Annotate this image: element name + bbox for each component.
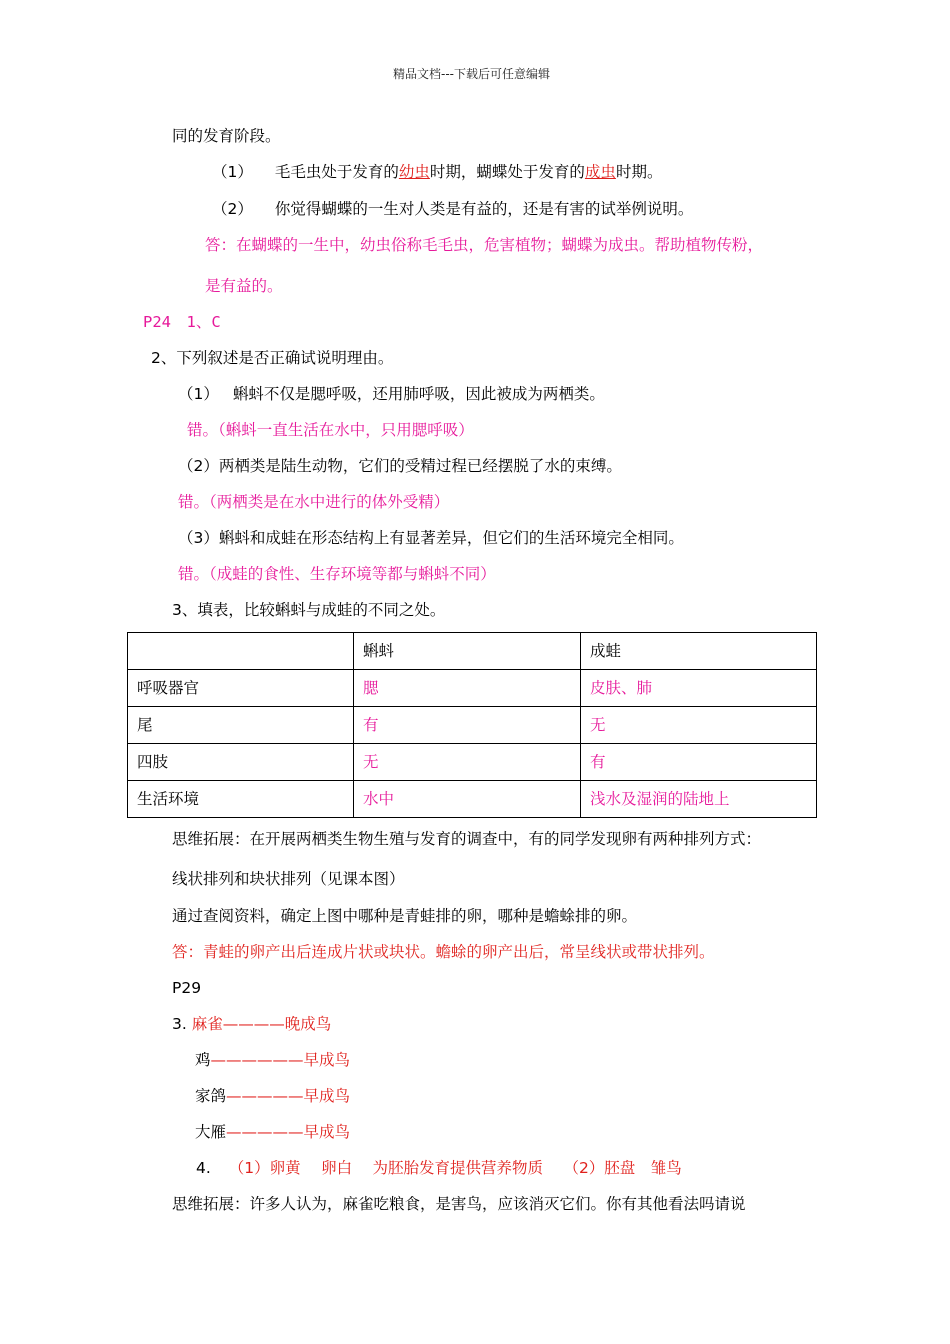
table-cell: 腮	[354, 670, 581, 707]
table-row	[128, 744, 817, 781]
answer-line: 答：在蝴蝶的一生中，幼虫俗称毛毛虫，危害植物；蝴蝶为成虫。帮助植物传粉，	[205, 236, 764, 254]
bird-name: 大雁	[195, 1123, 227, 1141]
bird-row	[195, 1050, 350, 1070]
connector-line: —————	[226, 1123, 304, 1141]
statement-1	[178, 384, 605, 404]
page-reference: P29	[172, 979, 202, 997]
bird-type: 早成鸟	[303, 1087, 351, 1105]
table-header-row	[128, 633, 817, 670]
table-row	[128, 707, 817, 744]
question-number: （1）	[212, 163, 253, 181]
page-reference: P24 1、C	[143, 313, 221, 331]
bird-name: 麻雀	[191, 1015, 223, 1033]
table-cell: 尾	[128, 707, 354, 744]
bird-type: 早成鸟	[303, 1123, 351, 1141]
statement-answer: 错。（成蛙的食性、生存环境等都与蝌蚪不同）	[178, 565, 496, 583]
table-row	[128, 781, 817, 818]
page-header: 精品文档---下载后可任意编辑	[393, 67, 550, 81]
question-text: 时期，蝴蝶处于发育的	[429, 163, 585, 181]
statement-text: 蝌蚪不仅是腮呼吸，还用肺呼吸，因此被成为两栖类。	[232, 385, 605, 403]
bird-name: 鸡	[195, 1051, 211, 1069]
answer-line: 答：青蛙的卵产出后连成片状或块状。蟾蜍的卵产出后，常呈线状或带状排列。	[172, 943, 715, 961]
table-row	[128, 670, 817, 707]
table-header-cell: 成蛙	[581, 633, 817, 670]
question-1	[212, 162, 662, 182]
question-2	[212, 199, 693, 219]
connector-line: ——————	[210, 1051, 304, 1069]
comparison-table	[127, 632, 817, 818]
text-line: 线状排列和块状排列（见课本图）	[172, 870, 405, 888]
bird-type: 晚成鸟	[284, 1015, 332, 1033]
thinking-extension: 思维拓展：在开展两栖类生物生殖与发育的调查中，有的同学发现卵有两种排列方式：	[172, 830, 762, 848]
table-cell: 有	[581, 744, 817, 781]
answer-blank: 成虫	[584, 163, 616, 181]
statement-answer: 错。（两栖类是在水中进行的体外受精）	[178, 493, 450, 511]
bird-row	[195, 1122, 350, 1142]
answer-line: 是有益的。	[205, 277, 283, 295]
question-number: （2）	[212, 200, 253, 218]
question-text: 毛毛虫处于发育的	[274, 163, 399, 181]
answer-line: （1）卵黄 卵白 为胚胎发育提供营养物质 （2）胚盘 雏鸟	[228, 1159, 682, 1177]
table-cell: 无	[354, 744, 581, 781]
item-title: 3、填表，比较蝌蚪与成蛙的不同之处。	[172, 601, 446, 619]
table-header-cell: 蝌蚪	[354, 633, 581, 670]
bird-name: 家鸽	[195, 1087, 227, 1105]
table-cell: 四肢	[128, 744, 354, 781]
statement-3: （3）蝌蚪和成蛙在形态结构上有显著差异，但它们的生活环境完全相同。	[178, 529, 684, 547]
item-title: 2、下列叙述是否正确试说明理由。	[151, 349, 394, 367]
item-number: 3.	[172, 1015, 187, 1033]
table-cell: 皮肤、肺	[581, 670, 817, 707]
table-cell: 生活环境	[128, 781, 354, 818]
text-line: 通过查阅资料，确定上图中哪种是青蛙排的卵，哪种是蟾蜍排的卵。	[172, 907, 638, 925]
question-4	[196, 1158, 682, 1178]
table-cell: 有	[354, 707, 581, 744]
statement-number: （1）	[178, 385, 219, 403]
statement-answer: 错。（蝌蚪一直生活在水中，只用腮呼吸）	[187, 421, 474, 439]
thinking-extension: 思维拓展：许多人认为，麻雀吃粮食，是害鸟，应该消灭它们。你有其他看法吗请说	[172, 1195, 746, 1213]
table-header-cell	[128, 633, 354, 670]
table-cell: 水中	[354, 781, 581, 818]
connector-line: —————	[226, 1087, 304, 1105]
table-cell: 无	[581, 707, 817, 744]
bird-type: 早成鸟	[303, 1051, 351, 1069]
question-text: 你觉得蝴蝶的一生对人类是有益的，还是有害的试举例说明。	[274, 200, 694, 218]
bird-row	[172, 1014, 331, 1034]
bird-row	[195, 1086, 350, 1106]
answer-blank: 幼虫	[398, 163, 430, 181]
question-text: 时期。	[615, 163, 663, 181]
text-line: 同的发育阶段。	[172, 127, 281, 145]
table-cell: 呼吸器官	[128, 670, 354, 707]
statement-2: （2）两栖类是陆生动物，它们的受精过程已经摆脱了水的束缚。	[178, 457, 622, 475]
table-cell: 浅水及湿润的陆地上	[581, 781, 817, 818]
item-number: 4.	[196, 1159, 211, 1177]
connector-line: ————	[222, 1015, 285, 1033]
